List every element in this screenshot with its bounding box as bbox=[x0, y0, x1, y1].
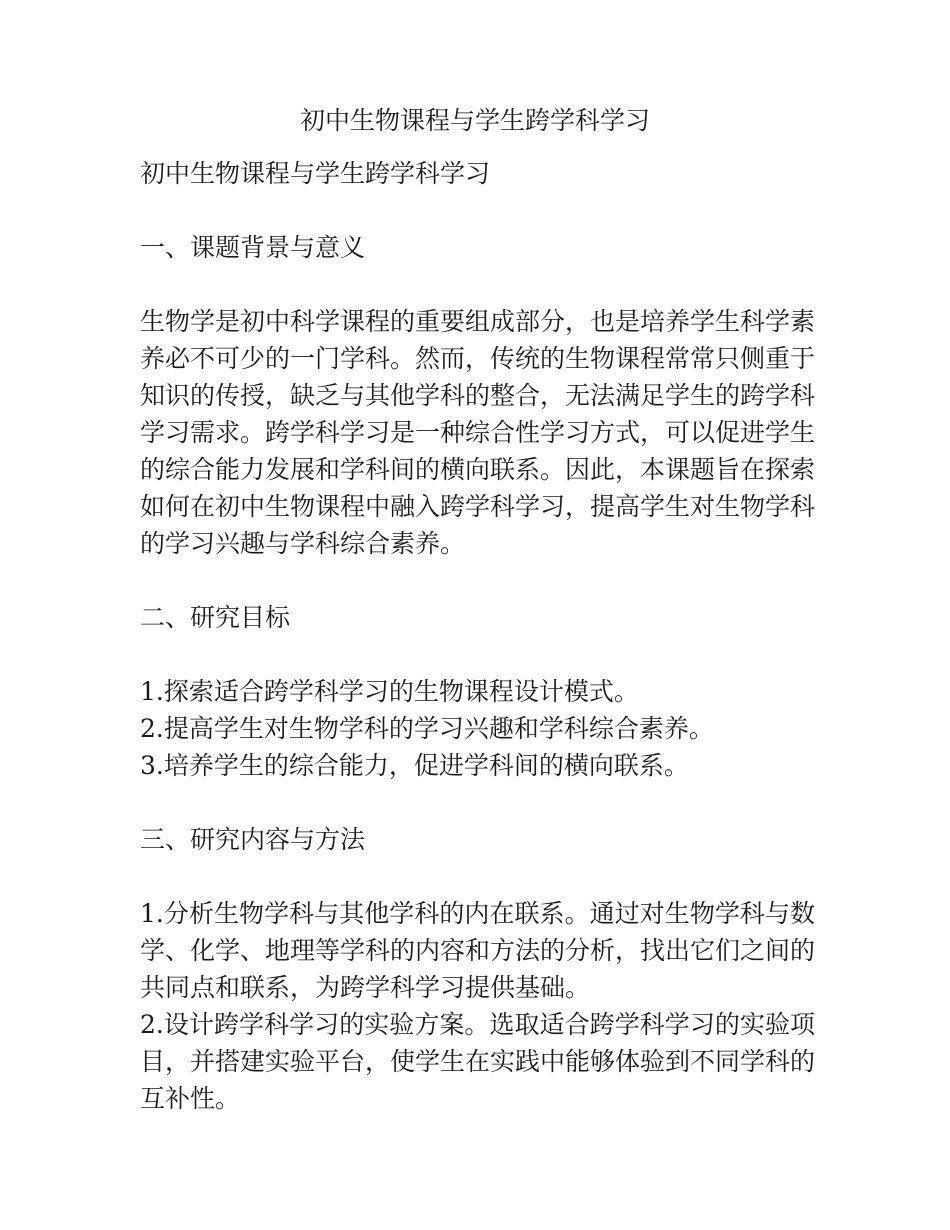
background-paragraph: 生物学是初中科学课程的重要组成部分，也是培养学生科学素养必不可少的一门学科。然而，传统的生物课程常常只侧重于知识的传授，缺乏与其他学科的整合，无法满足学生的跨学科学习需求。跨学科学习是一种综合性学习方式，可以促进学生的综合能力发展和学科间的横向联系。因此，本课题旨在探索如何在初中生物课程中融入跨学科学习，提高学生对生物学科的学习兴趣与学科综合素养。 bbox=[140, 307, 816, 558]
document-body bbox=[140, 155, 815, 1117]
method-item: 1.分析生物学科与其他学科的内在联系。通过对生物学科与数学、化学、地理等学科的内容和方法的分析，找出它们之间的共同点和联系，为跨学科学习提供基础。 bbox=[140, 899, 816, 1002]
goal-item: 3.培养学生的综合能力，促进学科间的横向联系。 bbox=[140, 751, 689, 780]
goal-item: 1.探索适合跨学科学习的生物课程设计模式。 bbox=[140, 677, 639, 706]
document-title: 初中生物课程与学生跨学科学习 bbox=[299, 106, 650, 135]
section-heading-methods: 三、研究内容与方法 bbox=[140, 825, 366, 854]
goal-item: 2.提高学生对生物学科的学习兴趣和学科综合素养。 bbox=[140, 714, 714, 743]
section-heading-goals: 二、研究目标 bbox=[140, 603, 291, 632]
method-item: 2.设计跨学科学习的实验方案。选取适合跨学科学习的实验项目，并搭建实验平台，使学生在实践中能够体验到不同学科的互补性。 bbox=[140, 1010, 816, 1113]
section-heading-background: 一、课题背景与意义 bbox=[140, 233, 366, 262]
document-subtitle: 初中生物课程与学生跨学科学习 bbox=[140, 159, 491, 188]
